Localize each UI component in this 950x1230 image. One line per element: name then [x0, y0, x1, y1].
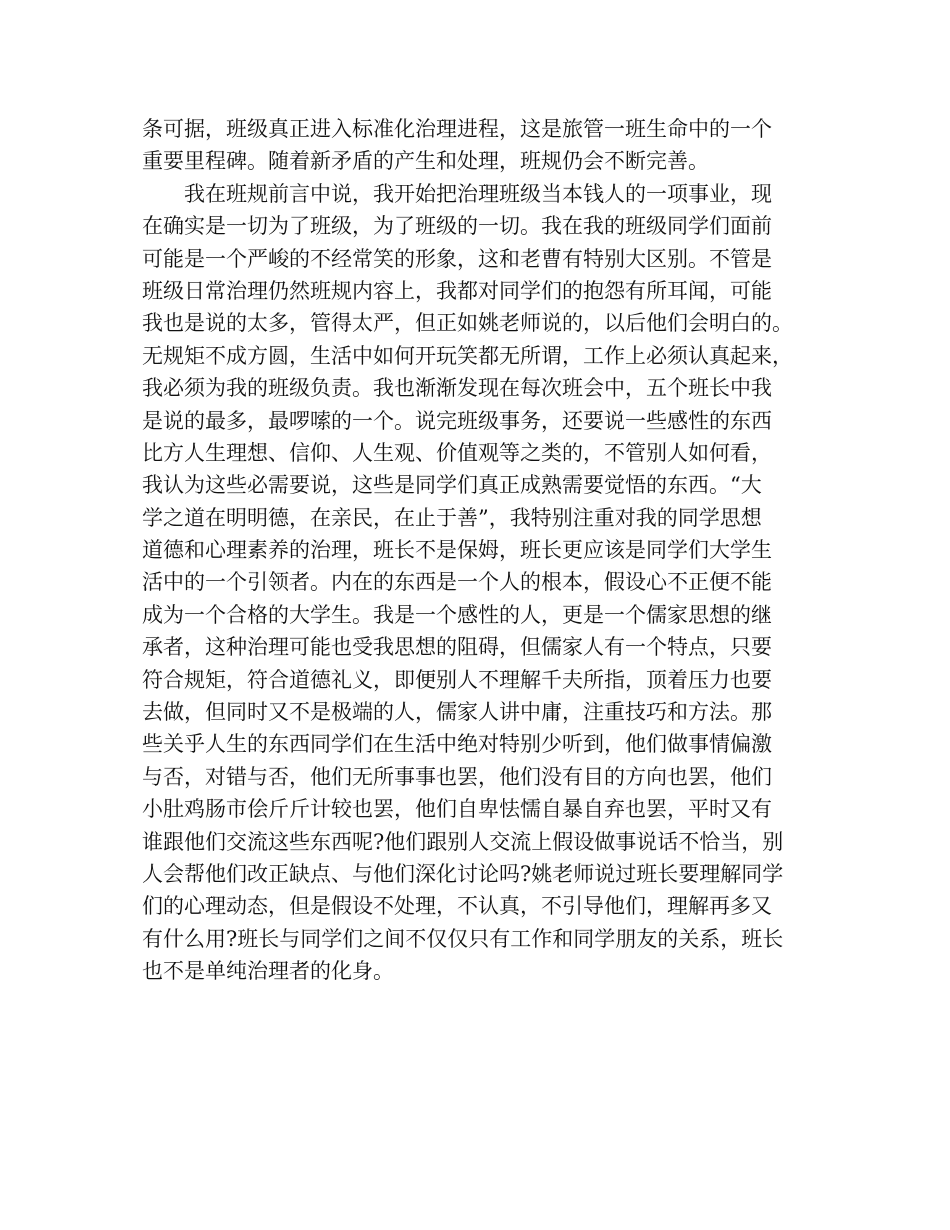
text-line: 在确实是一切为了班级，为了班级的一切。我在我的班级同学们面前 [142, 214, 772, 239]
text-line: 们的心理动态，但是假设不处理，不认真，不引导他们，理解再多又 [142, 894, 772, 919]
text-line: 些关乎人生的东西同学们在生活中绝对特别少听到，他们做事情偏激 [142, 732, 772, 757]
text-line: 符合规矩，符合道德礼义，即便别人不理解千夫所指，顶着压力也要 [142, 667, 772, 692]
text-line: 可能是一个严峻的不经常笑的形象，这和老曹有特别大区别。不管是 [142, 246, 772, 271]
text-line: 比方人生理想、信仰、人生观、价值观等之类的，不管别人如何看， [142, 440, 772, 465]
body-text [142, 113, 822, 988]
text-line: 有什么用?班长与同学们之间不仅仅只有工作和同学朋友的关系，班长 [142, 926, 784, 951]
text-line: 小肚鸡肠市侩斤斤计较也罢，他们自卑怯懦自暴自弃也罢，平时又有 [142, 797, 772, 822]
text-line: 谁跟他们交流这些东西呢?他们跟别人交流上假设做事说话不恰当，别 [142, 829, 784, 854]
text-line: 无规矩不成方圆，生活中如何开玩笑都无所谓，工作上必须认真起来， [142, 343, 793, 368]
text-line: 条可据，班级真正进入标准化治理进程，这是旅管一班生命中的一个 [142, 117, 772, 141]
text-line: 也不是单纯治理者的化身。 [142, 959, 394, 984]
text-line: 我也是说的太多，管得太严，但正如姚老师说的，以后他们会明白的。 [142, 311, 793, 336]
text-line: 人会帮他们改正缺点、与他们深化讨论吗?姚老师说过班长要理解同学 [142, 861, 784, 886]
text-line: 重要里程碑。随着新矛盾的产生和处理，班规仍会不断完善。 [142, 149, 709, 174]
text-line: 成为一个合格的大学生。我是一个感性的人，更是一个儒家思想的继 [142, 602, 772, 627]
text-line: 班级日常治理仍然班规内容上，我都对同学们的抱怨有所耳闻，可能 [142, 278, 772, 303]
text-line: 与否，对错与否，他们无所事事也罢，他们没有目的方向也罢，他们 [142, 764, 772, 789]
text-line: 活中的一个引领者。内在的东西是一个人的根本，假设心不正便不能 [142, 570, 772, 595]
text-line: 承者，这种治理可能也受我思想的阻碍，但儒家人有一个特点，只要 [142, 635, 772, 660]
text-line: 去做，但同时又不是极端的人，儒家人讲中庸，注重技巧和方法。那 [142, 700, 772, 725]
text-line: 道德和心理素养的治理，班长不是保姆，班长更应该是同学们大学生 [142, 538, 772, 563]
text-line: 我在班规前言中说，我开始把治理班级当本钱人的一项事业，现 [184, 181, 772, 206]
text-line: 学之道在明明德，在亲民，在止于善”，我特别注重对我的同学思想 [142, 505, 762, 530]
text-line: 我认为这些必需要说，这些是同学们真正成熟需要觉悟的东西。“大 [142, 473, 762, 498]
text-line: 是说的最多，最啰嗦的一个。说完班级事务，还要说一些感性的东西 [142, 408, 772, 433]
text-line: 我必须为我的班级负责。我也渐渐发现在每次班会中，五个班长中我 [142, 376, 772, 401]
